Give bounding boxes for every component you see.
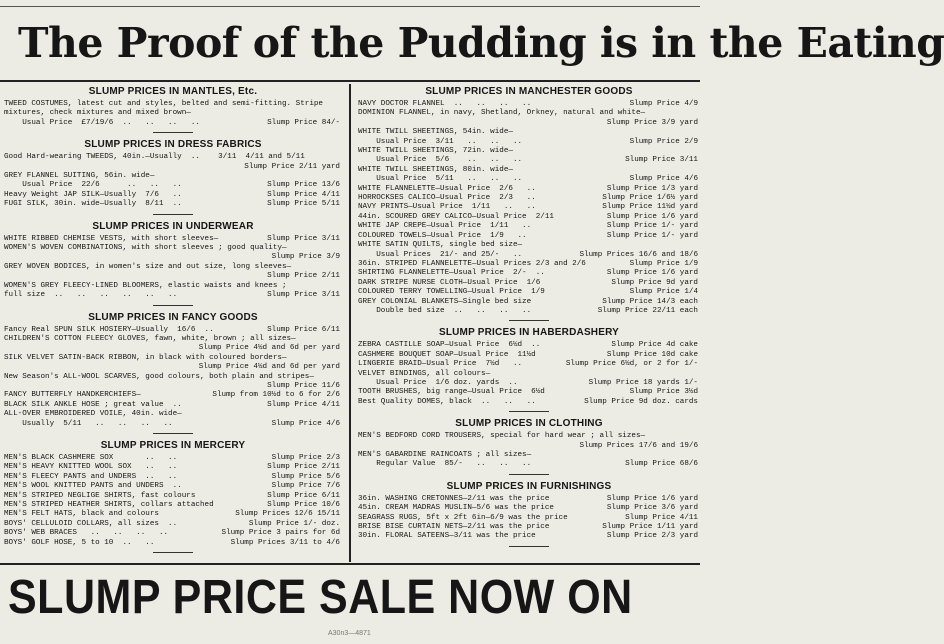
price-item xyxy=(358,432,700,451)
item-description: CHILDREN'S COTTON FLEECY GLOVES, fawn, white, brown ; all sizes— xyxy=(4,334,296,343)
price-section xyxy=(358,86,700,321)
item-description xyxy=(358,341,700,350)
item-price: Slump Price 84/- xyxy=(267,118,340,127)
item-description xyxy=(358,298,700,307)
item-price: Slump Price 18 yards 1/- xyxy=(588,378,698,387)
item-description xyxy=(358,100,700,109)
item-description xyxy=(4,529,342,538)
item-description-text: MEN'S FLEECY PANTS and UNDERS .. .. xyxy=(4,472,178,481)
item-price: Slump Price 1/9 xyxy=(629,259,698,268)
item-description-text: WHITE RIBBED CHEMISE VESTS, with short sleeves— xyxy=(4,234,219,243)
item-description-text: Usual Price £7/19/6 .. .. .. .. xyxy=(4,118,200,127)
item-description xyxy=(358,138,700,147)
price-item xyxy=(4,454,342,463)
item-description-text: MEN'S WOOL KNITTED PANTS and UNDERS .. xyxy=(4,482,182,491)
item-description xyxy=(4,510,342,519)
right-column xyxy=(358,84,700,562)
item-description xyxy=(358,532,700,541)
price-item xyxy=(358,398,700,407)
price-section xyxy=(358,481,700,547)
item-description xyxy=(358,388,700,397)
item-price: Slump Price 5/11 xyxy=(267,200,340,209)
item-price: Slump Price 13/6 xyxy=(267,181,340,190)
item-description-text: COLOURED TOWELS—Usual Price 1/9 .. xyxy=(358,231,527,240)
section-title: SLUMP PRICES IN CLOTHING xyxy=(455,418,603,430)
item-price: Slump Price 1/6 yard xyxy=(606,494,698,503)
item-price: Slump Price 4/11 xyxy=(267,400,340,409)
item-description-text: HORROCKSES CALICO—Usual Price 2/3 .. xyxy=(358,194,536,203)
section-separator xyxy=(153,132,193,133)
price-section xyxy=(4,139,342,214)
price-item xyxy=(4,172,342,191)
item-description xyxy=(358,185,700,194)
item-description-text: WHITE JAP CREPE—Usual Price 1/11 .. xyxy=(358,222,532,231)
price-item xyxy=(4,326,342,335)
price-item xyxy=(4,401,342,410)
item-price: Slump Price 2/11 xyxy=(267,272,340,281)
item-price: Slump Price 3 pairs for 6d xyxy=(221,529,340,538)
section-title: SLUMP PRICES IN MANTLES, Etc. xyxy=(88,86,258,97)
price-item xyxy=(358,241,700,260)
item-price: Slump Price 1/- yard xyxy=(606,222,698,231)
item-description: MEN'S GABARDINE RAINCOATS ; all sizes— xyxy=(358,451,532,459)
item-description-text: SHIRTING FLANNELETTE—Usual Price 2/- .. xyxy=(358,269,545,278)
item-description xyxy=(358,460,700,469)
section-separator xyxy=(153,433,193,434)
item-price: Slump Price 3½d xyxy=(629,388,698,397)
item-price: Slump Prices 16/6 and 18/6 xyxy=(579,250,698,259)
price-item xyxy=(358,128,700,147)
left-column xyxy=(4,84,342,562)
item-description xyxy=(4,492,342,501)
item-price: Slump Price 6½d, or 2 for 1/- xyxy=(565,360,698,369)
item-price: Slump Price 3/11 xyxy=(267,291,340,300)
item-price: Slump Price 10/6 xyxy=(267,501,340,509)
price-item xyxy=(358,269,700,278)
item-description xyxy=(358,351,700,360)
section-title: SLUMP PRICES IN FANCY GOODS xyxy=(88,311,258,323)
item-description: WHITE TWILL SHEETINGS, 54in. wide— xyxy=(358,128,513,137)
item-price: Slump Price 4/11 xyxy=(625,513,698,522)
item-description-text: 36in. STRIPED FLANNELETTE—Usual Prices 2/3 and 2/6 xyxy=(358,259,586,268)
price-item xyxy=(4,463,342,472)
item-price: Slump Price 2/11 yard xyxy=(244,162,340,171)
item-description xyxy=(358,269,700,278)
item-description xyxy=(4,539,342,548)
item-price: Slump Price 1/4 xyxy=(629,288,698,297)
price-item xyxy=(4,282,342,301)
item-description xyxy=(4,326,342,335)
price-item xyxy=(4,100,342,128)
item-description: New Season's ALL-WOOL SCARVES, good colours, both plain and stripes— xyxy=(4,372,314,381)
item-description: mixtures, check mixtures and mixed brown— xyxy=(4,109,191,118)
price-section xyxy=(4,221,342,306)
item-description-text: MEN'S STRIPED HEATHER SHIRTS, collars attached xyxy=(4,501,214,509)
banner-divider xyxy=(0,563,700,565)
price-item xyxy=(358,532,700,541)
item-description xyxy=(4,520,342,529)
item-price: Slump Price 1/- doz. xyxy=(248,519,340,528)
price-item xyxy=(4,539,342,548)
price-item xyxy=(358,203,700,212)
item-description xyxy=(358,495,700,504)
item-description: WHITE TWILL SHEETINGS, 72in. wide— xyxy=(358,147,513,156)
item-price: Slump Price 1/6 yard xyxy=(606,212,698,221)
price-item xyxy=(358,260,700,269)
item-description-text: Usual Price 1/6 doz. yards .. xyxy=(358,378,518,387)
price-item xyxy=(4,510,342,519)
price-section xyxy=(4,312,342,434)
item-description: VELVET BINDINGS, all colours— xyxy=(358,369,491,378)
price-item xyxy=(358,523,700,532)
price-item xyxy=(4,354,342,373)
item-description xyxy=(4,119,342,128)
item-description-text: CASHMERE BOUQUET SOAP—Usual Price 11½d xyxy=(358,350,536,359)
price-item xyxy=(358,360,700,369)
item-description xyxy=(358,213,700,222)
item-price: Slump Price 6/11 xyxy=(267,491,340,500)
price-item xyxy=(4,501,342,510)
item-description-text: WHITE FLANNELETTE—Usual Price 2/6 .. xyxy=(358,184,536,193)
price-item xyxy=(358,185,700,194)
item-price: Slump Price 3/11 xyxy=(267,234,340,243)
item-description-text: MEN'S HEAVY KNITTED WOOL SOX .. .. xyxy=(4,463,178,472)
item-description-text: Usual Price 5/6 .. .. .. xyxy=(358,156,523,165)
item-description: WOMEN'S GREY FLEECY-LINED BLOOMERS, elastic waists and knees ; xyxy=(4,281,287,290)
item-description xyxy=(358,251,700,260)
item-description: TWEED COSTUMES, latest cut and styles, belted and semi-fitting. Stripe xyxy=(4,100,323,108)
item-description-text: GREY COLONIAL BLANKETS—Single bed size xyxy=(358,297,532,306)
item-description-text: BLACK SILK ANKLE HOSE ; great value .. xyxy=(4,400,182,409)
item-price: Slump Price 22/11 each xyxy=(597,306,698,315)
item-price: Slump Price 2/3 yard xyxy=(606,532,698,541)
item-price: Slump Price 11½d yard xyxy=(602,203,698,212)
item-description-text: Double bed size .. .. .. .. xyxy=(358,306,532,315)
price-item xyxy=(358,109,700,128)
item-description: WHITE TWILL SHEETINGS, 80in. wide— xyxy=(358,165,513,174)
column-divider xyxy=(349,84,351,562)
item-price: Slump Prices 12/6 15/11 xyxy=(235,510,340,519)
item-description-text: 30in. FLORAL SATEENS—3/11 was the price xyxy=(358,532,536,541)
item-description-text: Usually 5/11 .. .. .. .. xyxy=(4,419,173,428)
section-title: SLUMP PRICES IN MERCERY xyxy=(100,439,246,451)
item-description-text: Best Quality DOMES, black .. .. .. xyxy=(358,397,536,406)
item-description xyxy=(358,523,700,532)
price-item xyxy=(358,370,700,389)
item-description xyxy=(4,181,342,190)
price-item xyxy=(4,373,342,392)
price-item xyxy=(358,222,700,231)
item-description xyxy=(358,379,700,388)
item-price: Slump Price 4/11 xyxy=(267,190,340,199)
item-price: Slump Price 4½d and 6d per yard xyxy=(198,344,340,353)
item-price: Slump Price 14/3 each xyxy=(602,297,698,306)
item-price: Slump Price 6/11 xyxy=(267,325,340,334)
item-description xyxy=(4,191,342,200)
item-price: Slump Price 4/9 xyxy=(629,100,698,108)
item-description: GREY WOVEN BODICES, in women's size and out size, long sleeves— xyxy=(4,262,292,271)
top-border-rule xyxy=(0,6,700,7)
price-item xyxy=(4,473,342,482)
price-section xyxy=(358,327,700,412)
item-description-text: FANCY BUTTERFLY HANDKERCHIEFS— xyxy=(4,391,141,400)
item-description-text: MEN'S BLACK CASHMERE SOX .. .. xyxy=(4,453,178,462)
item-description xyxy=(358,514,700,523)
item-price: Slump Price 2/3 xyxy=(271,453,340,462)
sale-banner: SLUMP PRICE SALE NOW ON xyxy=(8,570,633,625)
price-item xyxy=(358,288,700,297)
price-item xyxy=(358,232,700,241)
section-separator xyxy=(153,552,193,553)
item-price: Slump Price 5/6 xyxy=(271,472,340,481)
item-price: Slump Prices 17/6 and 19/6 xyxy=(579,441,698,450)
item-price: Slump Price 4½d and 6d per yard xyxy=(198,363,340,372)
item-description: WHITE SATIN QUILTS, single bed size— xyxy=(358,241,523,250)
item-description xyxy=(4,473,342,482)
item-description-text: 45in. CREAM MADRAS MUSLIN—5/6 was the price xyxy=(358,504,554,513)
price-item xyxy=(358,166,700,185)
section-separator xyxy=(509,474,549,475)
item-description-text: DARK STRIPE NURSE CLOTH—Usual Price 1/6 xyxy=(358,278,541,287)
price-item xyxy=(358,504,700,513)
price-item xyxy=(358,451,700,470)
item-description: DOMINION FLANNEL, in navy, Shetland, Orkney, natural and white— xyxy=(358,109,646,118)
section-title: SLUMP PRICES IN DRESS FABRICS xyxy=(84,139,262,151)
item-price: Slump Price 3/9 yard xyxy=(606,118,698,127)
item-price: Slump Price 9d yard xyxy=(611,278,698,287)
item-description xyxy=(358,260,700,269)
item-description: ALL-OVER EMBROIDERED VOILE, 40in. wide— xyxy=(4,410,182,419)
item-description-text: Usual Price 5/11 .. .. .. xyxy=(358,175,523,184)
item-price: Slump from 10½d to 6 for 2/6 xyxy=(212,391,340,400)
price-item xyxy=(4,191,342,200)
item-description xyxy=(358,279,700,288)
section-title: SLUMP PRICES IN UNDERWEAR xyxy=(92,220,254,232)
item-description-text: LINGERIE BRAID—Usual Price 7½d .. xyxy=(358,360,523,369)
price-section xyxy=(4,86,342,133)
item-price: Slump Price 4/6 xyxy=(271,419,340,428)
item-description-text: NAVY DOCTOR FLANNEL .. .. .. .. xyxy=(358,100,532,108)
item-description-text: Regular Value 85/- .. .. .. xyxy=(358,460,532,469)
price-item xyxy=(4,529,342,538)
section-title: SLUMP PRICES IN MANCHESTER GOODS xyxy=(425,86,633,97)
price-item xyxy=(4,335,342,354)
item-description xyxy=(4,291,342,300)
item-description: GREY FLANNEL SUITING, 56in. wide— xyxy=(4,172,155,181)
item-description-text: Usual Prices 21/- and 25/- .. xyxy=(358,250,523,259)
section-separator xyxy=(153,305,193,306)
item-price: Slump Price 3/11 xyxy=(625,156,698,165)
item-price: Slump Price 7/6 xyxy=(271,482,340,491)
item-description-text: Usual Price 22/6 .. .. .. xyxy=(4,181,182,190)
item-price: Slump Price 2/11 xyxy=(267,463,340,472)
item-description-text: BOYS' CELLULOID COLLARS, all sizes .. xyxy=(4,519,178,528)
item-description xyxy=(4,391,342,400)
item-description-text: Fancy Real SPUN SILK HOSIERY—Usually 16/6 .. xyxy=(4,325,214,334)
item-description-text: ZEBRA CASTILLE SOAP—Usual Price 6½d .. xyxy=(358,341,541,350)
item-description xyxy=(358,504,700,513)
item-price: Slump Price 1/- yard xyxy=(606,231,698,240)
item-price: Slump Price 2/9 xyxy=(629,137,698,146)
item-description-text: FUGI SILK, 30in. wide—Usually 8/11 .. xyxy=(4,200,182,209)
item-description: SILK VELVET SATIN-BACK RIBBON, in black with coloured borders— xyxy=(4,353,287,362)
price-item xyxy=(4,244,342,263)
footer-stamp: A30n3—4871 xyxy=(328,630,371,637)
item-description xyxy=(4,200,342,209)
price-item xyxy=(4,520,342,529)
price-item xyxy=(358,514,700,523)
item-description-text: 44in. SCOURED GREY CALICO—Usual Price 2/11 xyxy=(358,212,554,221)
item-description: Good Hard-wearing TWEEDS, 40in.—Usually .. 3/11 4/11 and 5/11 xyxy=(4,153,305,162)
price-item xyxy=(4,263,342,282)
section-separator xyxy=(509,320,549,321)
item-description xyxy=(4,235,342,244)
item-description-text: MEN'S STRIPED NEGLIGE SHIRTS, fast colours xyxy=(4,491,196,500)
item-price: Slump Price 3/6 yard xyxy=(606,504,698,513)
item-description xyxy=(358,307,700,316)
item-price: Slump Price 1/11 yard xyxy=(602,523,698,532)
headline-divider xyxy=(0,80,700,82)
price-item xyxy=(4,200,342,209)
item-description-text: TOOTH BRUSHES, big range—Usual Price 6½d xyxy=(358,388,545,397)
price-item xyxy=(358,351,700,360)
item-description xyxy=(358,156,700,165)
item-description xyxy=(4,501,342,510)
price-item xyxy=(358,147,700,166)
item-price: Slump Price 9d doz. cards xyxy=(584,397,698,406)
price-item xyxy=(4,391,342,400)
item-description-text: COLOURED TERRY TOWELLING—Usual Price 1/9 xyxy=(358,288,545,297)
item-description-text: MEN'S FELT HATS, black and colours xyxy=(4,510,159,519)
item-description-text: BRISE BISE CURTAIN NETS—2/11 was the price xyxy=(358,523,550,532)
section-title: SLUMP PRICES IN FURNISHINGS xyxy=(446,480,612,492)
item-description-text: 36in. WASHING CRETONNES—2/11 was the price xyxy=(358,494,550,503)
item-description-text: Usual Price 3/11 .. .. .. xyxy=(358,137,523,146)
price-item xyxy=(4,492,342,501)
item-description-text: BOYS' GOLF HOSE, 5 to 10 .. .. xyxy=(4,538,155,547)
price-item xyxy=(358,307,700,316)
item-price: Slump Price 3/9 xyxy=(271,253,340,262)
price-item xyxy=(4,410,342,429)
price-item xyxy=(4,482,342,491)
price-item xyxy=(4,235,342,244)
item-description xyxy=(358,288,700,297)
item-price: Slump Price 4/6 xyxy=(629,175,698,184)
headline: The Proof of the Pudding is in the Eating xyxy=(18,19,944,67)
section-title: SLUMP PRICES IN HABERDASHERY xyxy=(438,327,620,339)
item-description xyxy=(358,398,700,407)
price-item xyxy=(358,100,700,109)
price-item xyxy=(358,495,700,504)
item-description xyxy=(358,222,700,231)
item-description xyxy=(4,482,342,491)
item-description-text: BOYS' WEB BRACES .. .. .. .. xyxy=(4,529,169,538)
price-item xyxy=(358,388,700,397)
item-description-text: NAVY PRINTS—Usual Price 1/11 .. .. xyxy=(358,203,536,212)
item-description xyxy=(358,175,700,184)
item-price: Slump Price 11/6 xyxy=(267,381,340,390)
item-description xyxy=(4,454,342,463)
section-separator xyxy=(153,214,193,215)
price-item xyxy=(358,298,700,307)
price-item xyxy=(358,341,700,350)
item-description-text: SEAGRASS RUGS, 5ft x 2ft 6in—6/9 was the price xyxy=(358,513,568,522)
item-description xyxy=(358,203,700,212)
item-price: Slump Price 10d cake xyxy=(606,350,698,359)
price-item xyxy=(358,213,700,222)
item-price: Slump Price 4d cake xyxy=(611,341,698,350)
item-description xyxy=(4,401,342,410)
price-item xyxy=(4,153,342,172)
item-description xyxy=(4,420,342,429)
item-price: Slump Prices 3/11 to 4/6 xyxy=(230,538,340,547)
item-description xyxy=(358,360,700,369)
item-description: WOMEN'S WOVEN COMBINATIONS, with short sleeves ; good quality— xyxy=(4,244,287,253)
price-item xyxy=(358,279,700,288)
price-section xyxy=(358,418,700,475)
item-price: Slump Price 1/6½ yard xyxy=(602,194,698,203)
section-separator xyxy=(509,411,549,412)
item-price: Slump Price 1/6 yard xyxy=(606,269,698,278)
item-description: MEN'S BEDFORD CORD TROUSERS, special for hard wear ; all sizes— xyxy=(358,432,646,441)
item-price: Slump Price 1/3 yard xyxy=(606,184,698,193)
item-description xyxy=(4,463,342,472)
item-price: Slump Price 68/6 xyxy=(625,460,698,469)
item-description-text: Heavy Weight JAP SILK—Usually 7/6 .. xyxy=(4,190,182,199)
item-description xyxy=(358,232,700,241)
price-section xyxy=(4,440,342,553)
item-description-text: full size .. .. .. .. .. .. xyxy=(4,291,178,300)
section-separator xyxy=(509,546,549,547)
